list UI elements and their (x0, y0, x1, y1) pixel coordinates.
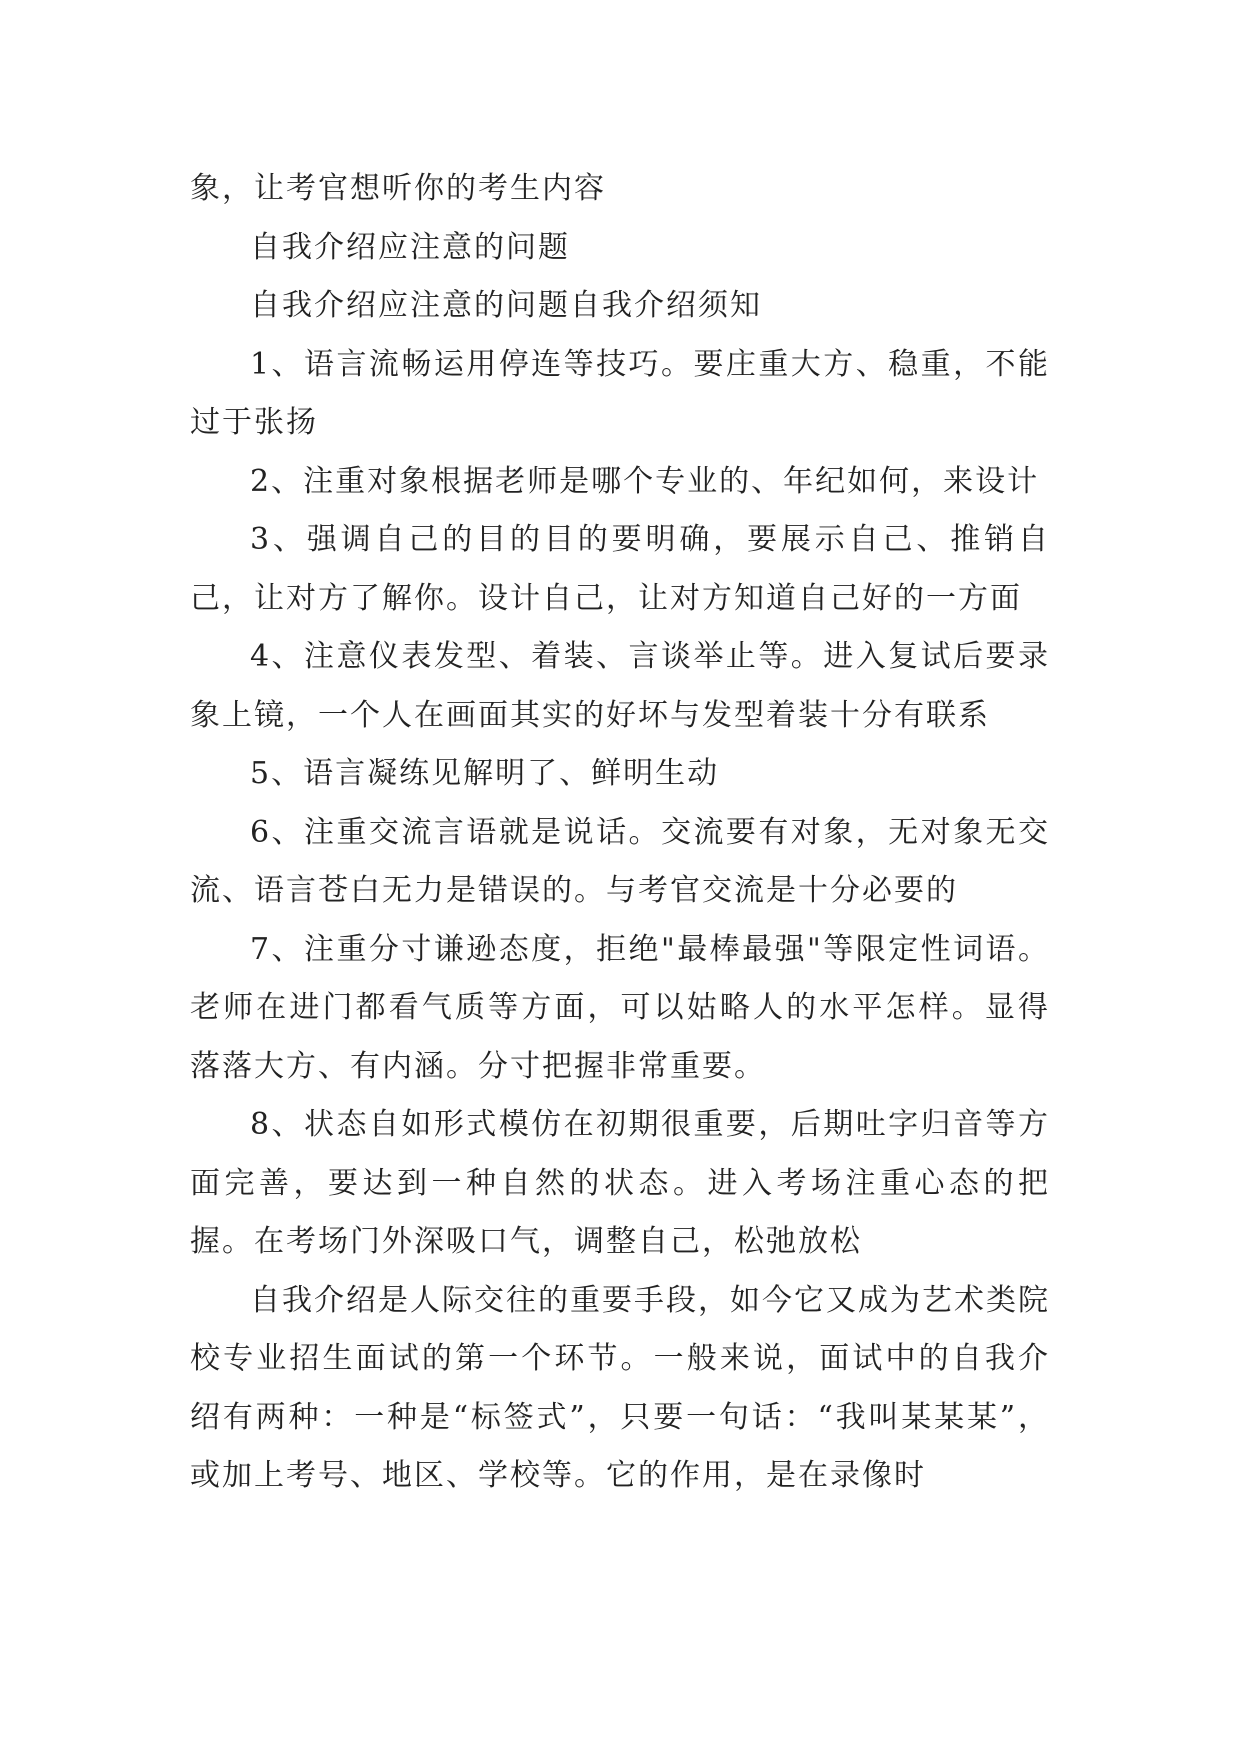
document-body (190, 160, 1050, 1506)
list-item-4: 4、注意仪表发型、着装、言谈举止等。进入复试后要录象上镜，一个人在画面其实的好坏与发型着装十分有联系 (190, 639, 1050, 733)
list-item-1: 1、语言流畅运用停连等技巧。要庄重大方、稳重，不能过于张扬 (190, 346, 1050, 440)
list-item-5: 5、语言凝练见解明了、鲜明生动 (250, 756, 720, 791)
list-item-2: 2、注重对象根据老师是哪个专业的、年纪如何，来设计 (250, 463, 1040, 499)
paragraph-continuation: 象，让考官想听你的考生内容 (190, 171, 606, 206)
section-subheading: 自我介绍应注意的问题自我介绍须知 (250, 288, 762, 323)
body-paragraph: 自我介绍是人际交往的重要手段，如今它又成为艺术类院校专业招生面试的第一个环节。一般来说，面试中的自我介绍有两种：一种是“标签式”，只要一句话：“我叫某某某”，或加上考号、地区、学校等。它的作用，是在录像时 (190, 1282, 1050, 1493)
section-heading: 自我介绍应注意的问题 (250, 229, 570, 265)
list-item-7: 7、注重分寸谦逊态度，拒绝"最棒最强"等限定性词语。老师在进门都看气质等方面，可以姑略人的水平怎样。显得落落大方、有内涵。分寸把握非常重要。 (190, 931, 1050, 1084)
list-item-8: 8、状态自如形式模仿在初期很重要，后期吐字归音等方面完善，要达到一种自然的状态。进入考场注重心态的把握。在考场门外深吸口气，调整自己，松弛放松 (190, 1107, 1050, 1259)
list-item-3: 3、强调自己的目的目的要明确，要展示自己、推销自己，让对方了解你。设计自己，让对方知道自己好的一方面 (190, 522, 1050, 616)
list-item-6: 6、注重交流言语就是说话。交流要有对象，无对象无交流、语言苍白无力是错误的。与考官交流是十分必要的 (190, 814, 1050, 908)
